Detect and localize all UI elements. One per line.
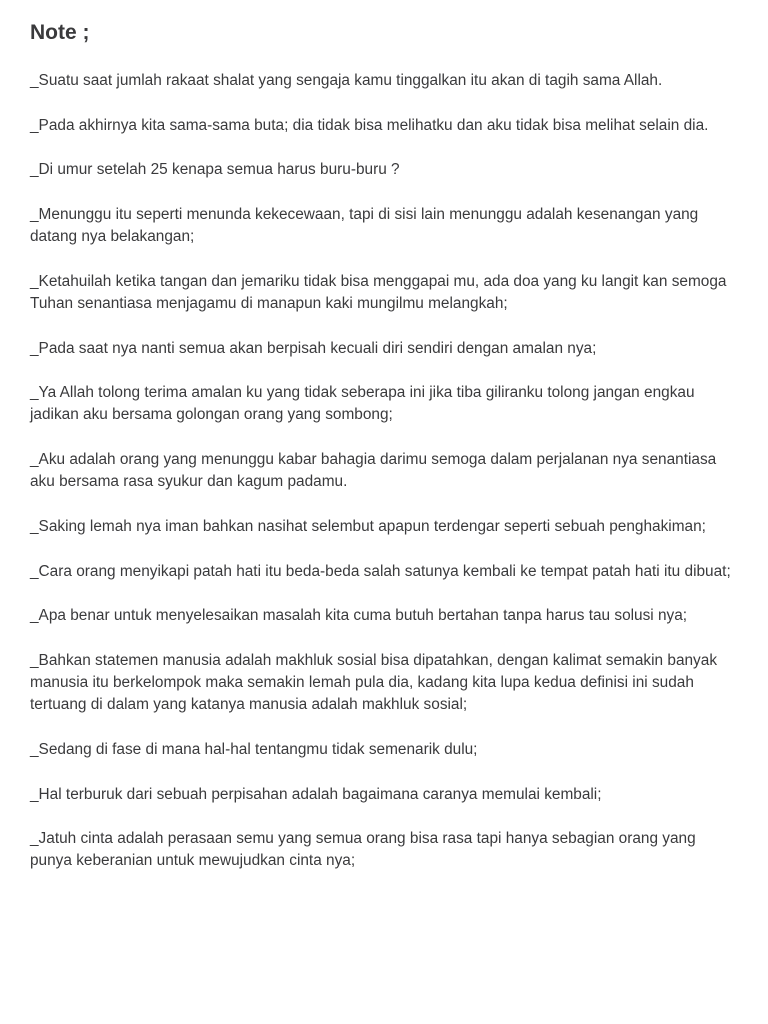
note-item: _Aku adalah orang yang menunggu kabar bahagia darimu semoga dalam perjalanan nya senantiasa aku bersama rasa syukur dan kagum padamu.: [30, 451, 717, 491]
note-title: Note ;: [30, 21, 90, 44]
note-item: _Saking lemah nya iman bahkan nasihat selembut apapun terdengar seperti sebuah penghakiman;: [30, 517, 706, 535]
note-item: _Suatu saat jumlah rakaat shalat yang sengaja kamu tinggalkan itu akan di tagih sama Allah.: [30, 72, 663, 89]
note-item: _Bahkan statemen manusia adalah makhluk sosial bisa dipatahkan, dengan kalimat semakin banyak manusia itu berkelompok maka semakin lemah pula dia, kadang kita lupa kedua definisi ini sudah tertuang di dalam yang katanya manusia adalah makhluk sosial;: [30, 651, 718, 714]
note-item: _Pada akhirnya kita sama-sama buta; dia tidak bisa melihatku dan aku tidak bisa melihat selain dia.: [30, 116, 709, 134]
note-item: _Cara orang menyikapi patah hati itu beda-beda salah satunya kembali ke tempat patah hati itu dibuat;: [30, 562, 731, 580]
note-item: _Pada saat nya nanti semua akan berpisah kecuali diri sendiri dengan amalan nya;: [30, 339, 597, 357]
note-item: _Hal terburuk dari sebuah perpisahan adalah bagaimana caranya memulai kembali;: [30, 785, 602, 803]
note-item: _Menunggu itu seperti menunda kekecewaan, tapi di sisi lain menunggu adalah kesenangan yang datang nya belakangan;: [30, 205, 699, 246]
note-item: _Apa benar untuk menyelesaikan masalah kita cuma butuh bertahan tanpa harus tau solusi nya;: [30, 607, 688, 625]
note-item: _Sedang di fase di mana hal-hal tentangmu tidak semenarik dulu;: [30, 740, 478, 758]
note-item: _Ketahuilah ketika tangan dan jemariku tidak bisa menggapai mu, ada doa yang ku langit kan semoga Tuhan senantiasa menjagamu di manapun kaki mungilmu melangkah;: [30, 272, 727, 312]
note-item: _Di umur setelah 25 kenapa semua harus buru-buru ?: [30, 161, 400, 179]
note-item: _Ya Allah tolong terima amalan ku yang tidak seberapa ini jika tiba giliranku tolong jangan engkau jadikan aku bersama golongan orang yang sombong;: [30, 384, 695, 424]
note-list: [30, 70, 738, 873]
note-item: _Jatuh cinta adalah perasaan semu yang semua orang bisa rasa tapi hanya sebagian orang yang punya keberanian untuk mewujudkan cinta nya;: [30, 830, 696, 870]
